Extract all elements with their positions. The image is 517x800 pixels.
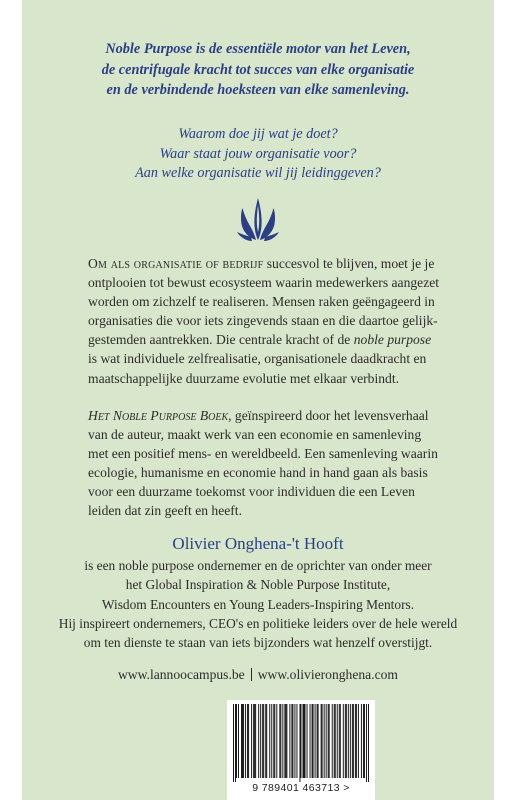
barcode-bar bbox=[294, 704, 295, 778]
barcode-bar bbox=[328, 704, 329, 778]
paragraph-line bbox=[88, 330, 433, 349]
author-bio bbox=[22, 556, 494, 652]
barcode-bar bbox=[289, 704, 290, 778]
paragraph-line: maatschappelijke duurzame evolutie met elkaar verbindt. bbox=[88, 370, 400, 386]
barcode-bar bbox=[324, 704, 325, 778]
question: Waarom doe jij wat je doet? bbox=[178, 126, 338, 142]
barcode-bar bbox=[280, 704, 281, 778]
barcode-bar bbox=[303, 704, 304, 778]
barcode-bar bbox=[348, 704, 349, 778]
barcode-bar bbox=[356, 704, 357, 778]
barcode-bar bbox=[245, 704, 246, 778]
barcode-bar bbox=[286, 704, 287, 778]
author-url[interactable]: www.olivieronghena.com bbox=[257, 667, 399, 682]
paragraph-book bbox=[88, 406, 438, 521]
barcode-bar bbox=[346, 704, 347, 778]
lotus-flower-icon bbox=[236, 196, 280, 242]
paragraph-line: organisaties die voor iets zingevends staan en die daartoe gelijk- bbox=[88, 313, 438, 329]
question: Aan welke organisatie wil jij leidinggeven? bbox=[135, 165, 381, 181]
barcode-bar bbox=[292, 704, 293, 778]
barcode-bar bbox=[258, 704, 259, 778]
paragraph-line: ontplooien tot bewust ecosysteem waarin medewerkers aangezet bbox=[88, 275, 440, 291]
barcode-bar bbox=[285, 704, 286, 778]
barcode-bar bbox=[263, 704, 264, 778]
line-text: gestemden aantrekken. Die centrale kracht of de bbox=[88, 332, 351, 348]
barcode-bar bbox=[262, 704, 263, 778]
barcode-bar bbox=[241, 704, 242, 778]
barcode-bar bbox=[271, 704, 272, 778]
isbn-barcode bbox=[233, 704, 369, 782]
barcode-bar bbox=[265, 704, 266, 778]
paragraph-line: van de auteur, maakt werk van een economie en samenleving bbox=[88, 427, 422, 443]
barcode-bar bbox=[352, 704, 353, 778]
barcode-bar bbox=[321, 704, 322, 778]
paragraph-line: is wat individuele zelfrealisatie, organisationele daadkracht en bbox=[88, 351, 427, 367]
barcode-bar bbox=[339, 704, 340, 778]
book-title: Het Noble Purpose Boek, bbox=[88, 408, 232, 423]
barcode-bar bbox=[329, 704, 330, 778]
barcode-bar bbox=[284, 704, 285, 778]
barcode-bar bbox=[335, 704, 336, 778]
tagline-line: Noble Purpose is de essentiële motor van het Leven, bbox=[105, 41, 411, 57]
bio-line: om ten dienste te staan van iets bijzonders wat henzelf overstijgt. bbox=[83, 635, 433, 651]
barcode-bar bbox=[247, 704, 248, 778]
paragraph-line: leiden dat zin geeft en heeft. bbox=[88, 503, 242, 519]
barcode-bar bbox=[296, 704, 297, 778]
paragraph-line: met een positief mens- en wereldbeeld. Een samenleving waarin bbox=[88, 446, 438, 462]
barcode-bar bbox=[318, 704, 319, 778]
tagline-line: en de verbindende hoeksteen van elke samenleving. bbox=[106, 82, 410, 98]
barcode-bar bbox=[313, 704, 314, 778]
isbn-number: 9 789401 463713 > bbox=[252, 782, 350, 794]
paragraph-line: worden om zichzelf te realiseren. Mensen raken geëngageerd in bbox=[88, 294, 435, 310]
barcode-bar bbox=[236, 704, 237, 778]
barcode-bar bbox=[364, 704, 365, 778]
tagline-line: de centrifugale kracht tot succes van elke organisatie bbox=[101, 61, 415, 78]
barcode-panel bbox=[227, 700, 375, 800]
barcode-bar bbox=[248, 704, 249, 778]
barcode-bar bbox=[254, 704, 255, 778]
barcode-bar bbox=[363, 704, 364, 778]
barcode-bar bbox=[368, 704, 369, 782]
paragraph-line bbox=[88, 254, 433, 273]
barcode-bar bbox=[282, 704, 283, 778]
barcode-bar bbox=[274, 704, 275, 778]
barcode-bar bbox=[315, 704, 316, 778]
barcode-bar bbox=[235, 704, 236, 782]
bio-line: het Global Inspiration & Noble Purpose Institute, bbox=[125, 577, 391, 593]
barcode-bar bbox=[307, 704, 308, 778]
barcode-bar bbox=[266, 704, 267, 778]
barcode-bar bbox=[353, 704, 354, 778]
barcode-bar bbox=[345, 704, 346, 778]
barcode-bar bbox=[251, 704, 252, 778]
barcode-bar bbox=[233, 704, 234, 782]
author-name: Olivier Onghena-'t Hooft bbox=[172, 534, 344, 553]
barcode-bar bbox=[276, 704, 277, 778]
back-cover bbox=[22, 0, 494, 800]
barcode-bar bbox=[358, 704, 359, 778]
barcode-bar bbox=[301, 704, 302, 778]
bio-line: Wisdom Encounters en Young Leaders-Inspiring Mentors. bbox=[101, 596, 415, 612]
barcode-bar bbox=[260, 704, 261, 778]
barcode-bar bbox=[279, 704, 280, 778]
barcode-bar bbox=[243, 704, 244, 778]
barcode-bar bbox=[273, 704, 274, 778]
barcode-bar bbox=[340, 704, 341, 778]
bio-line: is een noble purpose ondernemer en de oprichter van onder meer bbox=[84, 558, 432, 573]
italic-term: noble purpose bbox=[353, 332, 432, 348]
barcode-bar bbox=[361, 704, 362, 778]
paragraph-line: ecologie, humanisme en economie hand in hand gaan als basis bbox=[88, 465, 428, 481]
barcode-bar bbox=[355, 704, 356, 778]
smallcaps-lead: Om als organisatie of bedrijf bbox=[88, 256, 264, 271]
barcode-bar bbox=[299, 704, 300, 782]
barcode-bar bbox=[326, 704, 327, 778]
barcode-bar bbox=[291, 704, 292, 778]
barcode-bar bbox=[310, 704, 311, 778]
barcode-bar bbox=[322, 704, 323, 778]
barcode-bar bbox=[312, 704, 313, 778]
barcode-bar bbox=[332, 704, 333, 778]
question: Waar staat jouw organisatie voor? bbox=[159, 145, 357, 162]
barcode-bar bbox=[334, 704, 335, 778]
line-text: succesvol te blijven, moet je je bbox=[263, 256, 435, 271]
barcode-bar bbox=[238, 704, 239, 778]
barcode-bar bbox=[305, 704, 306, 778]
paragraph-line bbox=[88, 406, 433, 425]
barcode-bar bbox=[317, 704, 318, 778]
tagline bbox=[22, 39, 494, 101]
website-links bbox=[22, 666, 494, 684]
publisher-url[interactable]: www.lannoocampus.be bbox=[117, 667, 245, 682]
barcode-bar bbox=[242, 704, 243, 778]
paragraph-line: voor een duurzame toekomst voor individuen die een Leven bbox=[88, 484, 415, 500]
bio-line: Hij inspireert ondernemers, CEO's en politieke leiders over de hele wereld bbox=[58, 615, 458, 631]
barcode-bar bbox=[255, 704, 256, 778]
barcode-bar bbox=[253, 704, 254, 778]
paragraph-ecosystem bbox=[88, 254, 440, 388]
barcode-bar bbox=[337, 704, 338, 778]
barcode-bar bbox=[366, 704, 367, 782]
line-text: geïnspireerd door het levensverhaal bbox=[231, 408, 429, 423]
barcode-bar bbox=[269, 704, 270, 778]
barcode-bar bbox=[304, 704, 305, 778]
url-separator bbox=[251, 668, 252, 681]
barcode-bar bbox=[350, 704, 351, 778]
questions bbox=[22, 125, 494, 184]
barcode-bar bbox=[343, 704, 344, 778]
